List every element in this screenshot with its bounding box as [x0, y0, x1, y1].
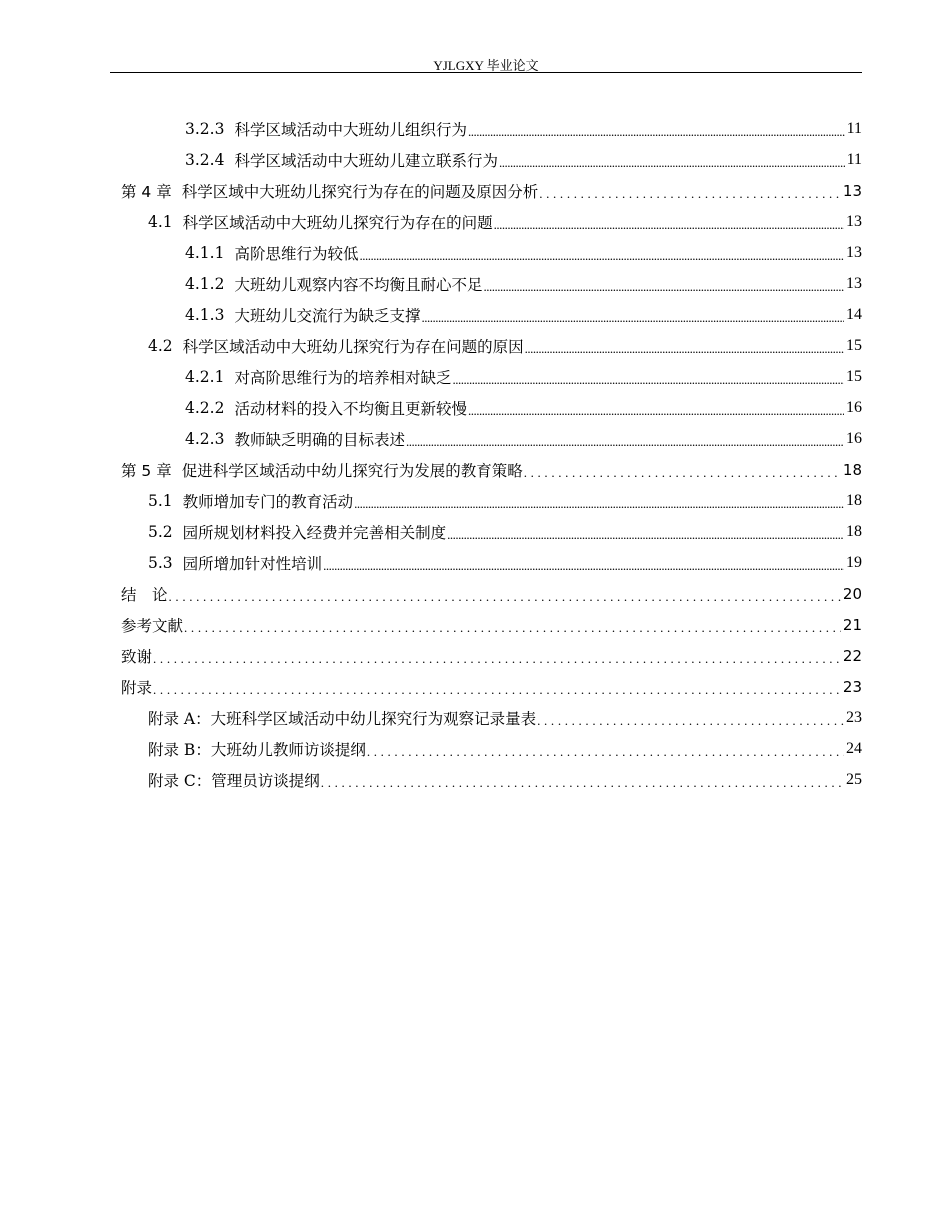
toc-entry[interactable] — [121, 671, 862, 702]
toc-dot-leader — [153, 681, 841, 702]
toc-entry[interactable] — [185, 423, 862, 454]
toc-entry-page: 13 — [842, 181, 862, 200]
toc-dot-leader — [406, 433, 844, 454]
toc-entry[interactable] — [121, 578, 862, 609]
toc-dot-leader — [354, 495, 844, 516]
toc-dot-leader — [468, 402, 844, 423]
toc-entry-page: 23 — [846, 708, 862, 726]
toc-entry-title: 园所规划材料投入经费并完善相关制度 — [182, 523, 447, 542]
toc-entry[interactable] — [185, 392, 862, 423]
toc-entry-number: 5.2 — [148, 522, 173, 541]
toc-dot-leader — [452, 371, 844, 392]
toc-entry-title: 教师缺乏明确的目标表述 — [234, 430, 405, 449]
toc-entry-title: 附录 — [121, 678, 153, 697]
toc-entry-title: 科学区域活动中大班幼儿探究行为存在的问题 — [182, 213, 493, 232]
toc-entry[interactable] — [148, 547, 862, 578]
toc-entry-page: 25 — [846, 770, 862, 788]
toc-entry-page: 23 — [842, 677, 862, 696]
toc-dot-leader — [483, 278, 844, 299]
toc-entry-page: 13 — [846, 243, 862, 261]
toc-entry-title: 科学区域活动中大班幼儿探究行为存在问题的原因 — [182, 337, 524, 356]
toc-entry-title: 园所增加针对性培训 — [182, 554, 323, 573]
toc-entry[interactable] — [121, 175, 862, 206]
toc-entry[interactable] — [148, 702, 862, 733]
toc-entry[interactable] — [185, 299, 862, 330]
toc-dot-leader — [184, 619, 841, 640]
toc-entry[interactable] — [185, 237, 862, 268]
toc-entry-page: 16 — [846, 429, 862, 447]
toc-entry-title: 附录 B：大班幼儿教师访谈提纲 — [148, 740, 366, 759]
toc-entry[interactable] — [148, 764, 862, 795]
toc-entry-page: 22 — [842, 646, 862, 665]
toc-entry[interactable] — [148, 516, 862, 547]
toc-entry-page: 24 — [846, 739, 862, 757]
toc-entry[interactable] — [148, 330, 862, 361]
toc-entry-title: 致谢 — [121, 647, 153, 666]
toc-entry-page: 13 — [846, 274, 862, 292]
toc-entry-number: 4.1.2 — [185, 274, 225, 293]
toc-entry-page: 18 — [846, 491, 862, 509]
toc-entry[interactable] — [185, 144, 862, 175]
toc-dot-leader — [524, 464, 841, 485]
toc-entry[interactable] — [121, 454, 862, 485]
toc-entry-page: 16 — [846, 398, 862, 416]
toc-entry[interactable] — [148, 733, 862, 764]
toc-entry[interactable] — [121, 609, 862, 640]
toc-entry-number: 3.2.4 — [185, 150, 225, 169]
toc-dot-leader — [499, 154, 845, 175]
toc-entry-page: 18 — [842, 460, 862, 479]
toc-entry[interactable] — [185, 361, 862, 392]
toc-dot-leader — [539, 185, 841, 206]
toc-dot-leader — [359, 247, 844, 268]
toc-entry-title: 科学区域活动中大班幼儿组织行为 — [234, 120, 467, 139]
toc-dot-leader — [494, 216, 844, 237]
toc-dot-leader — [468, 123, 845, 144]
toc-entry-number: 5.1 — [148, 491, 173, 510]
toc-entry-title: 大班幼儿观察内容不均衡且耐心不足 — [234, 275, 483, 294]
toc-entry-number: 4.1 — [148, 212, 173, 231]
toc-entry-number: 4.2 — [148, 336, 173, 355]
toc-entry-page: 11 — [846, 150, 862, 168]
toc-dot-leader — [323, 557, 844, 578]
toc-entry-number: 第 4 章 — [121, 182, 172, 201]
toc-entry-title: 促进科学区域活动中幼儿探究行为发展的教育策略 — [181, 461, 523, 480]
toc-entry-title: 教师增加专门的教育活动 — [182, 492, 354, 511]
toc-entry[interactable] — [148, 485, 862, 516]
toc-dot-leader — [525, 340, 844, 361]
toc-dot-leader — [367, 743, 844, 764]
toc-entry-page: 13 — [846, 212, 862, 230]
page-header: YJLGXY 毕业论文 — [433, 58, 539, 73]
toc-entry-page: 21 — [842, 615, 862, 634]
toc-entry-title: 附录 A：大班科学区域活动中幼儿探究行为观察记录量表 — [148, 709, 537, 728]
toc-entry-number: 4.1.1 — [185, 243, 225, 262]
toc-dot-leader — [447, 526, 844, 547]
toc-entry-number: 4.2.3 — [185, 429, 225, 448]
toc-entry-title: 附录 C：管理员访谈提纲 — [148, 771, 320, 790]
toc-entry-page: 11 — [846, 119, 862, 137]
header-rule — [110, 72, 862, 73]
toc-entry-title: 结 论 — [121, 585, 168, 604]
toc-entry[interactable] — [121, 640, 862, 671]
toc-dot-leader — [537, 712, 844, 733]
toc-entry-page: 14 — [846, 305, 862, 323]
toc-entry[interactable] — [185, 268, 862, 299]
toc-entry-page: 20 — [842, 584, 862, 603]
toc-entry-title: 参考文献 — [121, 616, 184, 635]
toc-entry-number: 第 5 章 — [121, 461, 172, 480]
toc-dot-leader — [321, 774, 844, 795]
toc-entry-title: 对高阶思维行为的培养相对缺乏 — [234, 368, 452, 387]
toc-entry-page: 15 — [846, 336, 862, 354]
toc-entry[interactable] — [185, 113, 862, 144]
toc-entry-title: 科学区域活动中大班幼儿建立联系行为 — [234, 151, 498, 170]
toc-entry-number: 4.2.1 — [185, 367, 225, 386]
toc-entry-title: 活动材料的投入不均衡且更新较慢 — [234, 399, 467, 418]
toc-entry-number: 4.1.3 — [185, 305, 225, 324]
toc-entry-number: 5.3 — [148, 553, 173, 572]
toc-entry-title: 大班幼儿交流行为缺乏支撑 — [234, 306, 421, 325]
toc-entry[interactable] — [148, 206, 862, 237]
toc-entry-title: 高阶思维行为较低 — [234, 244, 359, 263]
toc-entry-page: 15 — [846, 367, 862, 385]
toc-dot-leader — [153, 650, 841, 671]
toc-dot-leader — [169, 588, 841, 609]
toc-dot-leader — [421, 309, 844, 330]
toc-entry-number: 4.2.2 — [185, 398, 225, 417]
toc-entry-number: 3.2.3 — [185, 119, 225, 138]
toc-entry-title: 科学区域中大班幼儿探究行为存在的问题及原因分析 — [181, 182, 539, 201]
toc-entry-page: 19 — [846, 553, 862, 571]
toc-entry-page: 18 — [846, 522, 862, 540]
